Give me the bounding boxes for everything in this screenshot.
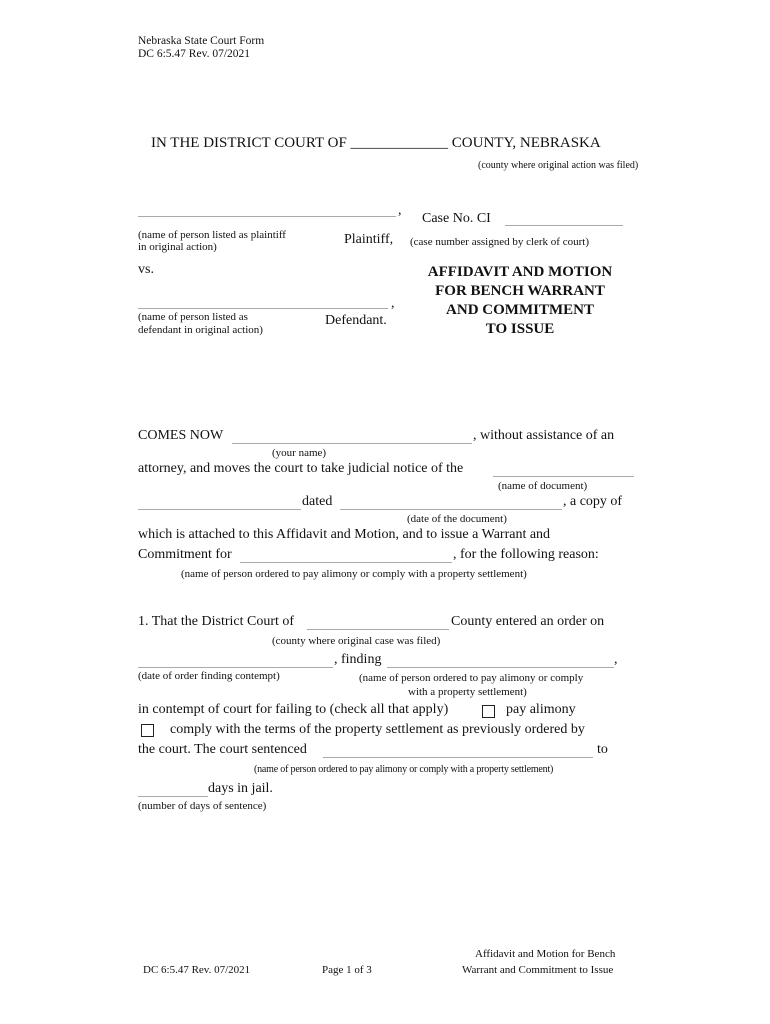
moves-court: attorney, and moves the court to take judicial notice of the — [138, 461, 464, 476]
county-original-hint: (county where original case was filed) — [272, 635, 441, 647]
defendant-label: Defendant. — [325, 313, 387, 328]
document-name-hint: (name of document) — [498, 480, 588, 492]
comply-property-label: comply with the terms of the property settlement as previously ordered by — [170, 722, 585, 737]
dated-label: dated — [302, 494, 333, 509]
order-date-hint: (date of order finding contempt) — [138, 670, 280, 682]
footer-title-2: Warrant and Commitment to Issue — [462, 964, 614, 976]
comes-now: COMES NOW — [138, 428, 224, 443]
case-no-label: Case No. CI — [422, 211, 491, 226]
pay-alimony-checkbox[interactable] — [482, 705, 495, 718]
document-title — [405, 263, 635, 339]
county-blank[interactable]: _____________ — [350, 135, 449, 151]
person-ordered-field[interactable] — [240, 551, 452, 563]
form-id: DC 6:5.47 Rev. 07/2021 — [138, 48, 251, 60]
person-ordered-hint-3: (name of person ordered to pay alimony or comply with a property settlement) — [254, 764, 554, 775]
your-name-hint: (your name) — [272, 447, 327, 459]
document-name-field[interactable] — [493, 465, 634, 477]
footer-title-1: Affidavit and Motion for Bench — [475, 948, 616, 960]
finding-comma: , — [614, 652, 618, 667]
pay-alimony-label: pay alimony — [506, 702, 576, 717]
title-line-3: AND COMMITMENT — [446, 302, 594, 318]
comply-property-checkbox[interactable] — [141, 724, 154, 737]
order-date-field[interactable] — [138, 656, 333, 668]
copy-of: , a copy of — [563, 494, 623, 509]
footer-form-id: DC 6:5.47 Rev. 07/2021 — [143, 964, 251, 976]
days-in-jail: days in jail. — [208, 781, 273, 796]
plaintiff-label: Plaintiff, — [344, 232, 394, 247]
case-no-hint: (case number assigned by clerk of court) — [410, 236, 589, 248]
document-date-hint: (date of the document) — [407, 513, 507, 525]
plaintiff-hint-1: (name of person listed as plaintiff — [138, 229, 286, 241]
defendant-name-field[interactable] — [138, 298, 388, 309]
court-sentenced: the court. The court sentenced — [138, 742, 307, 757]
title-line-4: TO ISSUE — [485, 321, 555, 337]
footer-page: Page 1 of 3 — [322, 964, 372, 976]
versus: vs. — [138, 262, 154, 277]
jail-days-field[interactable] — [138, 785, 208, 797]
form-name: Nebraska State Court Form — [138, 35, 265, 47]
to-label: to — [597, 742, 608, 757]
title-line-1: AFFIDAVIT AND MOTION — [427, 264, 613, 280]
person-ordered-hint-2b: with a property settlement) — [408, 686, 527, 698]
plaintiff-comma: , — [398, 203, 402, 218]
person-finding-field[interactable] — [387, 656, 614, 668]
court-prefix: IN THE DISTRICT COURT OF — [151, 135, 347, 151]
following-reason: , for the following reason: — [453, 547, 599, 562]
attached-text: which is attached to this Affidavit and Motion, and to issue a Warrant and — [138, 527, 551, 542]
defendant-hint-1: (name of person listed as — [138, 311, 248, 323]
title-line-2: FOR BENCH WARRANT — [435, 283, 605, 299]
item1-prefix: 1. That the District Court of — [138, 614, 295, 629]
sentenced-person-field[interactable] — [323, 746, 593, 758]
document-date-field[interactable] — [340, 498, 562, 510]
without-assistance: , without assistance of an — [473, 428, 615, 443]
court-heading — [151, 135, 601, 152]
plaintiff-name-field[interactable] — [138, 206, 396, 217]
person-ordered-hint-2a: (name of person ordered to pay alimony or comply — [359, 672, 584, 684]
case-no-field[interactable] — [505, 213, 623, 226]
contempt-text: in contempt of court for failing to (check all that apply) — [138, 702, 449, 717]
court-suffix: COUNTY, NEBRASKA — [451, 135, 601, 151]
number-days-hint: (number of days of sentence) — [138, 800, 267, 812]
document-name-field-2[interactable] — [138, 498, 301, 510]
finding-label: , finding — [334, 652, 382, 667]
plaintiff-hint-2: in original action) — [138, 241, 217, 253]
commitment-for: Commitment for — [138, 547, 232, 562]
county-original-field[interactable] — [307, 618, 449, 630]
item1-suffix: County entered an order on — [451, 614, 605, 629]
defendant-comma: , — [391, 296, 395, 311]
defendant-hint-2: defendant in original action) — [138, 324, 263, 336]
county-hint: (county where original action was filed) — [478, 160, 639, 171]
person-ordered-hint: (name of person ordered to pay alimony or comply with a property settlement) — [181, 568, 527, 580]
your-name-field[interactable] — [232, 432, 472, 444]
